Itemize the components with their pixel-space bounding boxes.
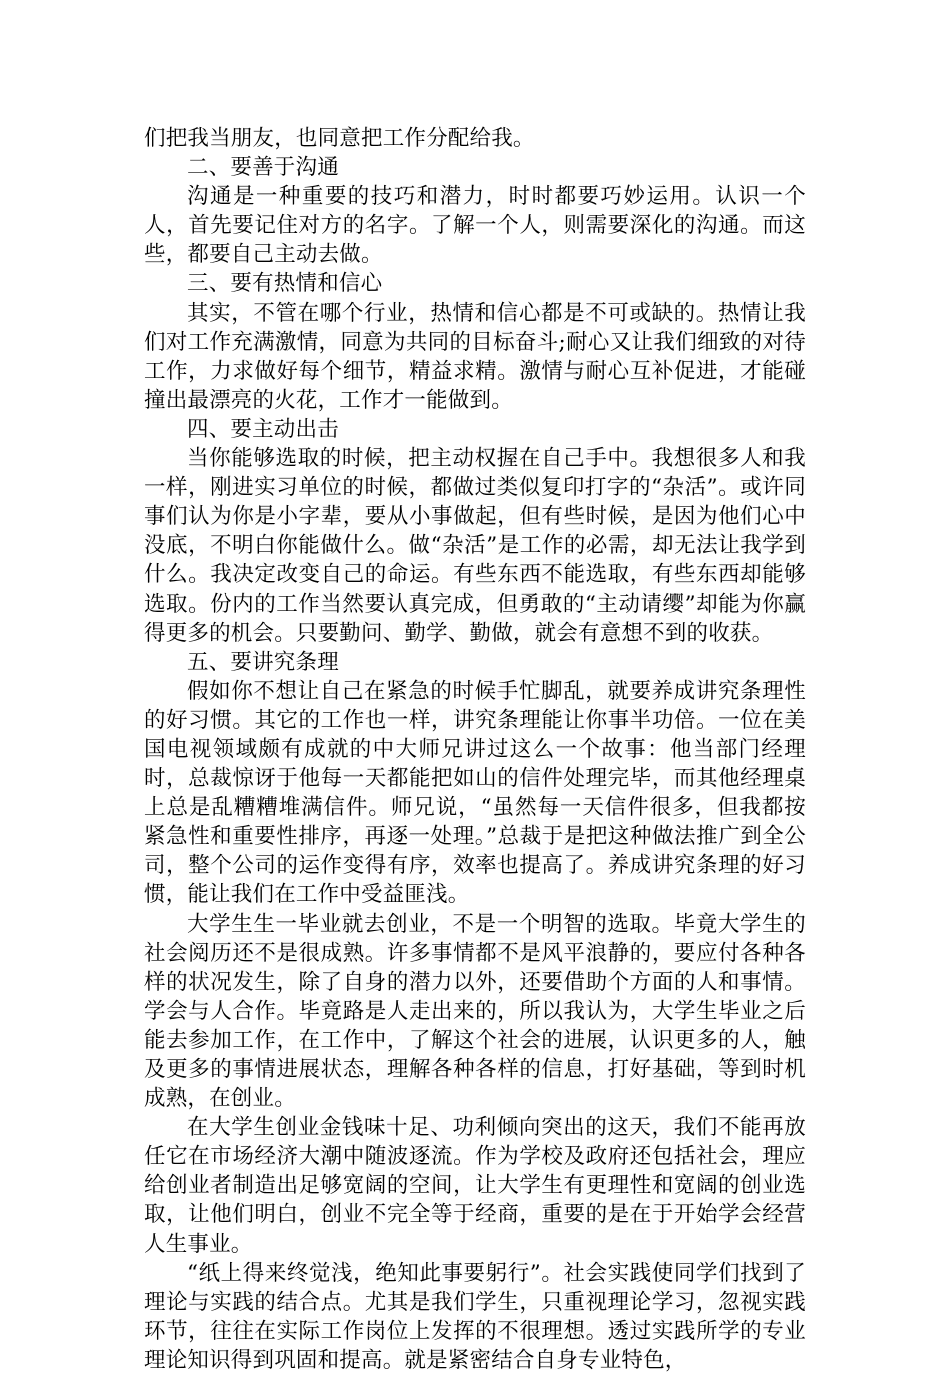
paragraph-continuation: 们把我当朋友，也同意把工作分配给我。	[144, 126, 535, 151]
paragraph-communication: 沟通是一种重要的技巧和潜力，时时都要巧妙运用。认识一个人，首先要记住对方的名字。了解一个人，则需要深化的沟通。而这些，都要自己主动去做。	[144, 184, 806, 268]
paragraph-take-initiative: 当你能够选取的时候，把主动权握在自己手中。我想很多人和我一样，刚进实习单位的时候，都做过类似复印打字的“杂活”。或许同事们认为你是小字辈，要从小事做起，但有些时候，是因为他们心中没底，不明白你能做什么。做“杂活”是工作的必需，却无法让我学到什么。我决定改变自己的命运。有些东西不能选取，有些东西却能够选取。份内的工作当然要认真完成，但勇敢的“主动请缨”却能为你赢得更多的机会。只要勤问、勤学、勤做，就会有意想不到的收获。	[144, 446, 806, 646]
paragraph-passion-confidence: 其实，不管在哪个行业，热情和信心都是不可或缺的。热情让我们对工作充满激情，同意为共同的目标奋斗;耐心又让我们细致的对待工作，力求做好每个细节，精益求精。激情与耐心互补促进，才能碰撞出最漂亮的火花，工作才一能做到。	[144, 300, 806, 413]
section-heading-be-organized: 五、要讲究条理	[187, 649, 339, 675]
section-heading-communication: 二、要善于沟通	[187, 155, 339, 181]
paragraph-graduate-entrepreneurship: 大学生生一毕业就去创业，不是一个明智的选取。毕竟大学生的社会阅历还不是很成熟。许多事情都不是风平浪静的，要应付各种各样的状况发生，除了自身的潜力以外，还要借助个方面的人和事情。学会与人合作。毕竟路是人走出来的，所以我认为，大学生毕业之后能去参加工作，在工作中，了解这个社会的进展，认识更多的人，触及更多的事情进展状态，理解各种各样的信息，打好基础，等到时机成熟，在创业。	[144, 911, 806, 1112]
section-heading-passion-confidence: 三、要有热情和信心	[187, 271, 383, 297]
paragraph-entrepreneurship-environment: 在大学生创业金钱味十足、功利倾向突出的这天，我们不能再放任它在市场经济大潮中随波逐流。作为学校及政府还包括社会，理应给创业者制造出足够宽阔的空间，让大学生有更理性和宽阔的创业选取，让他们明白，创业不完全等于经商，重要的是在于开始学会经营人生事业。	[144, 1115, 806, 1257]
paragraph-be-organized: 假如你不想让自己在紧急的时候手忙脚乱，就要养成讲究条理性的好习惯。其它的工作也一样，讲究条理能让你事半功倍。一位在美国电视领域颇有成就的中大师兄讲过这么一个故事：他当部门经理时，总裁惊讶于他每一天都能把如山的信件处理完毕，而其他经理桌上总是乱糟糟堆满信件。师兄说，“虽然每一天信件很多，但我都按紧急性和重要性排序，再逐一处理。”总裁于是把这种做法推广到全公司，整个公司的运作变得有序，效率也提高了。养成讲究条理的好习惯，能让我们在工作中受益匪浅。	[144, 678, 806, 908]
document-body	[144, 124, 806, 1375]
paragraph-social-practice: “纸上得来终觉浅，绝知此事要躬行”。社会实践使同学们找到了理论与实践的结合点。尤其是我们学生，只重视理论学习，忽视实践环节，往往在实际工作岗位上发挥的不很理想。透过实践所学的专业理论知识得到巩固和提高。就是紧密结合自身专业特色，	[144, 1260, 806, 1373]
section-heading-take-initiative: 四、要主动出击	[187, 416, 339, 442]
